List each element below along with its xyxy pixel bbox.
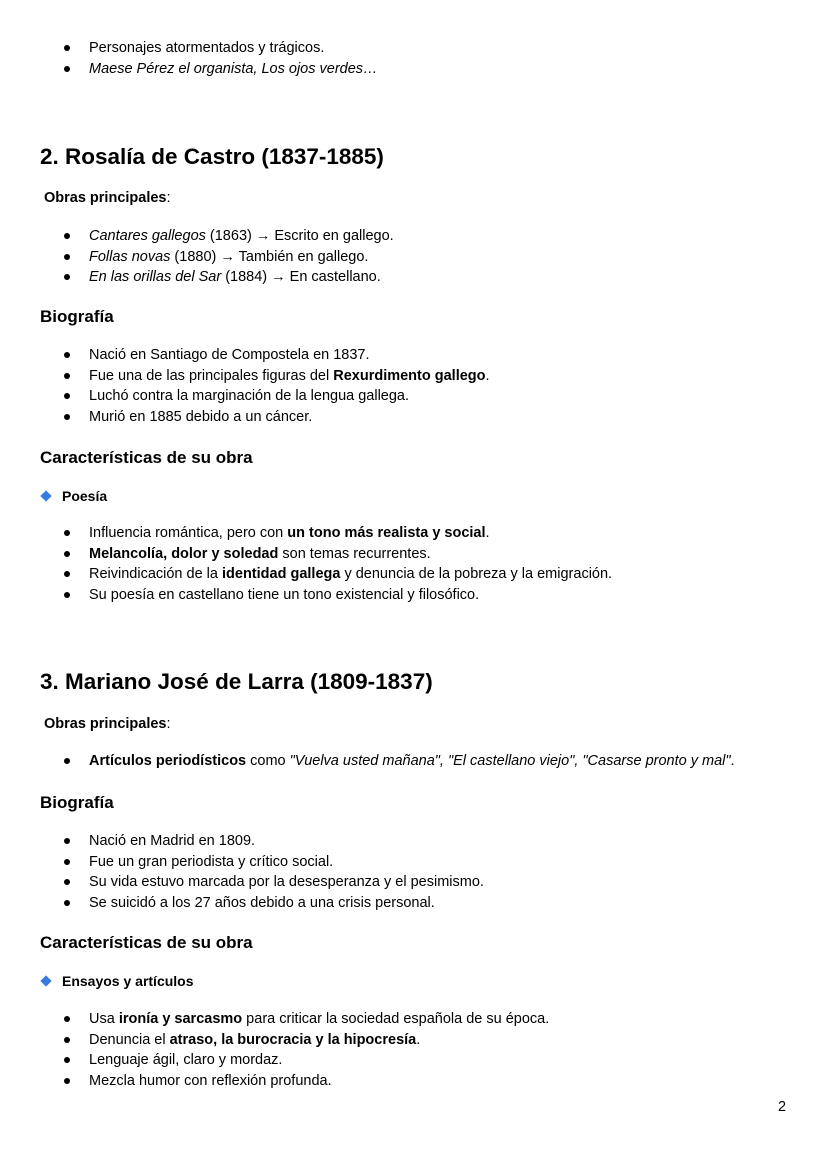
- list-item: [64, 386, 490, 407]
- list-item-text: Cantares gallegos: [89, 228, 206, 244]
- bullet-icon: [64, 1057, 70, 1063]
- bio-heading-rosalia: Biografía: [40, 307, 114, 326]
- list-item-text: Su poesía en castellano tiene un tono existencial y filosófico.: [89, 586, 480, 603]
- bullet-icon: [64, 592, 70, 598]
- bullet-icon: [64, 274, 70, 280]
- list-item-text: "Vuelva usted mañana", "El castellano viejo", "Casarse pronto y mal": [289, 753, 731, 769]
- works-label-text: Obras principales: [44, 716, 167, 732]
- bullet-icon: [64, 758, 70, 764]
- list-item: [64, 407, 490, 428]
- list-item: [64, 226, 394, 247]
- char-heading-rosalia: Características de su obra: [40, 448, 253, 467]
- section-title-larra: 3. Mariano José de Larra (1809-1837): [40, 669, 433, 694]
- list-item-text: Se suicidó a los 27 años debido a una crisis personal.: [89, 894, 435, 911]
- list-item: [64, 585, 612, 606]
- bullet-icon: [64, 551, 70, 557]
- bullet-icon: [64, 1078, 70, 1084]
- works-label-colon: :: [166, 190, 171, 206]
- works-label-text: Obras principales: [44, 190, 167, 206]
- list-item-text: Denuncia el: [89, 1031, 170, 1048]
- list-item: [64, 1030, 549, 1051]
- blue-diamond-icon: [40, 491, 51, 502]
- list-item-text: Lenguaje ágil, claro y mordaz.: [89, 1052, 283, 1068]
- bullet-icon: [64, 66, 70, 72]
- bullet-icon: [64, 45, 70, 51]
- bullet-icon: [64, 352, 70, 358]
- list-item-text: Personajes atormentados y trágicos.: [89, 40, 325, 56]
- bullet-icon: [64, 414, 70, 420]
- list-item-text: Nació en Santiago de Compostela en 1837.: [89, 347, 370, 363]
- intro-list: [64, 38, 378, 79]
- list-item-text: y denuncia de la pobreza y la emigración.: [340, 566, 613, 582]
- list-item-text: Luchó contra la marginación de la lengua gallega.: [89, 388, 410, 404]
- list-item-text: Influencia romántica, pero con: [89, 525, 288, 541]
- works-list-larra: [64, 751, 735, 772]
- list-item: [64, 247, 394, 268]
- list-item: [64, 852, 484, 873]
- list-item-text: son temas recurrentes.: [278, 545, 431, 562]
- page-number: 2: [778, 1099, 787, 1115]
- list-item: [64, 544, 612, 565]
- list-item-text: Melancolía, dolor y soledad: [89, 545, 279, 562]
- bullet-icon: [64, 373, 70, 379]
- list-item: [64, 893, 484, 914]
- list-item-text: (1884) → En castellano.: [221, 269, 381, 285]
- list-item-text: Murió en 1885 debido a un cáncer.: [89, 408, 313, 425]
- list-item: [64, 267, 394, 288]
- char-heading-larra: Características de su obra: [40, 933, 253, 952]
- list-item: [64, 38, 378, 59]
- list-item-text: Reivindicación de la: [89, 566, 222, 582]
- list-item: [64, 345, 490, 366]
- list-item-text: (1863) → Escrito en gallego.: [205, 228, 394, 244]
- bio-list-larra: [64, 831, 484, 913]
- bullet-icon: [64, 571, 70, 577]
- list-item-text: Nació en Madrid en 1809.: [89, 833, 256, 849]
- list-item: [64, 564, 612, 585]
- char-subheading-larra: [40, 973, 194, 989]
- list-item-text: Su vida estuvo marcada por la desesperanza y el pesimismo.: [89, 874, 484, 890]
- list-item-text: Rexurdimento gallego: [333, 367, 486, 384]
- list-item-text: .: [485, 525, 490, 541]
- list-item-text: .: [730, 753, 735, 769]
- list-item: [64, 523, 612, 544]
- bio-heading-larra: Biografía: [40, 793, 114, 812]
- list-item-text: Follas novas: [89, 248, 171, 265]
- bullet-icon: [64, 530, 70, 536]
- works-label-larra: [44, 716, 171, 732]
- blue-diamond-icon: [40, 976, 51, 987]
- list-item-text: Usa: [89, 1011, 119, 1027]
- list-item-text: para criticar la sociedad española de su época.: [242, 1011, 550, 1027]
- bullet-icon: [64, 254, 70, 260]
- bio-list-rosalia: [64, 345, 490, 427]
- char-list-rosalia: [64, 523, 612, 605]
- list-item-text: identidad gallega: [222, 566, 341, 582]
- list-item-text: como: [246, 753, 290, 769]
- works-label-colon: :: [166, 716, 171, 732]
- bullet-icon: [64, 879, 70, 885]
- char-subheading-text: Poesía: [62, 488, 108, 504]
- char-list-larra: [64, 1009, 549, 1091]
- section-title-rosalia: 2. Rosalía de Castro (1837-1885): [40, 144, 384, 169]
- list-item-text: .: [485, 367, 490, 384]
- char-subheading-text: Ensayos y artículos: [62, 973, 194, 989]
- list-item-text: .: [416, 1031, 421, 1048]
- list-item: [64, 1071, 549, 1092]
- bullet-icon: [64, 393, 70, 399]
- list-item-text: ironía y sarcasmo: [118, 1011, 243, 1027]
- list-item: [64, 872, 484, 893]
- works-list-rosalia: [64, 226, 394, 288]
- list-item-text: Maese Pérez el organista, Los ojos verdes…: [89, 60, 378, 77]
- list-item: [64, 751, 735, 772]
- list-item: [64, 366, 490, 387]
- list-item-text: Fue un gran periodista y crítico social.: [89, 853, 334, 870]
- list-item-text: En las orillas del Sar: [89, 269, 222, 285]
- char-subheading-rosalia: [40, 488, 107, 504]
- bullet-icon: [64, 1016, 70, 1022]
- list-item: [64, 831, 484, 852]
- list-item-text: Artículos periodísticos: [89, 753, 247, 769]
- list-item-text: atraso, la burocracia y la hipocresía: [169, 1031, 417, 1048]
- list-item: [64, 1009, 549, 1030]
- bullet-icon: [64, 859, 70, 865]
- list-item-text: Fue una de las principales figuras del: [89, 367, 334, 384]
- bullet-icon: [64, 1037, 70, 1043]
- list-item: [64, 59, 378, 80]
- list-item-text: Mezcla humor con reflexión profunda.: [89, 1072, 332, 1089]
- bullet-icon: [64, 838, 70, 844]
- bullet-icon: [64, 233, 70, 239]
- list-item: [64, 1050, 549, 1071]
- bullet-icon: [64, 900, 70, 906]
- list-item-text: (1880) → También en gallego.: [170, 248, 369, 265]
- works-label-rosalia: [44, 190, 171, 206]
- list-item-text: un tono más realista y social: [287, 525, 486, 541]
